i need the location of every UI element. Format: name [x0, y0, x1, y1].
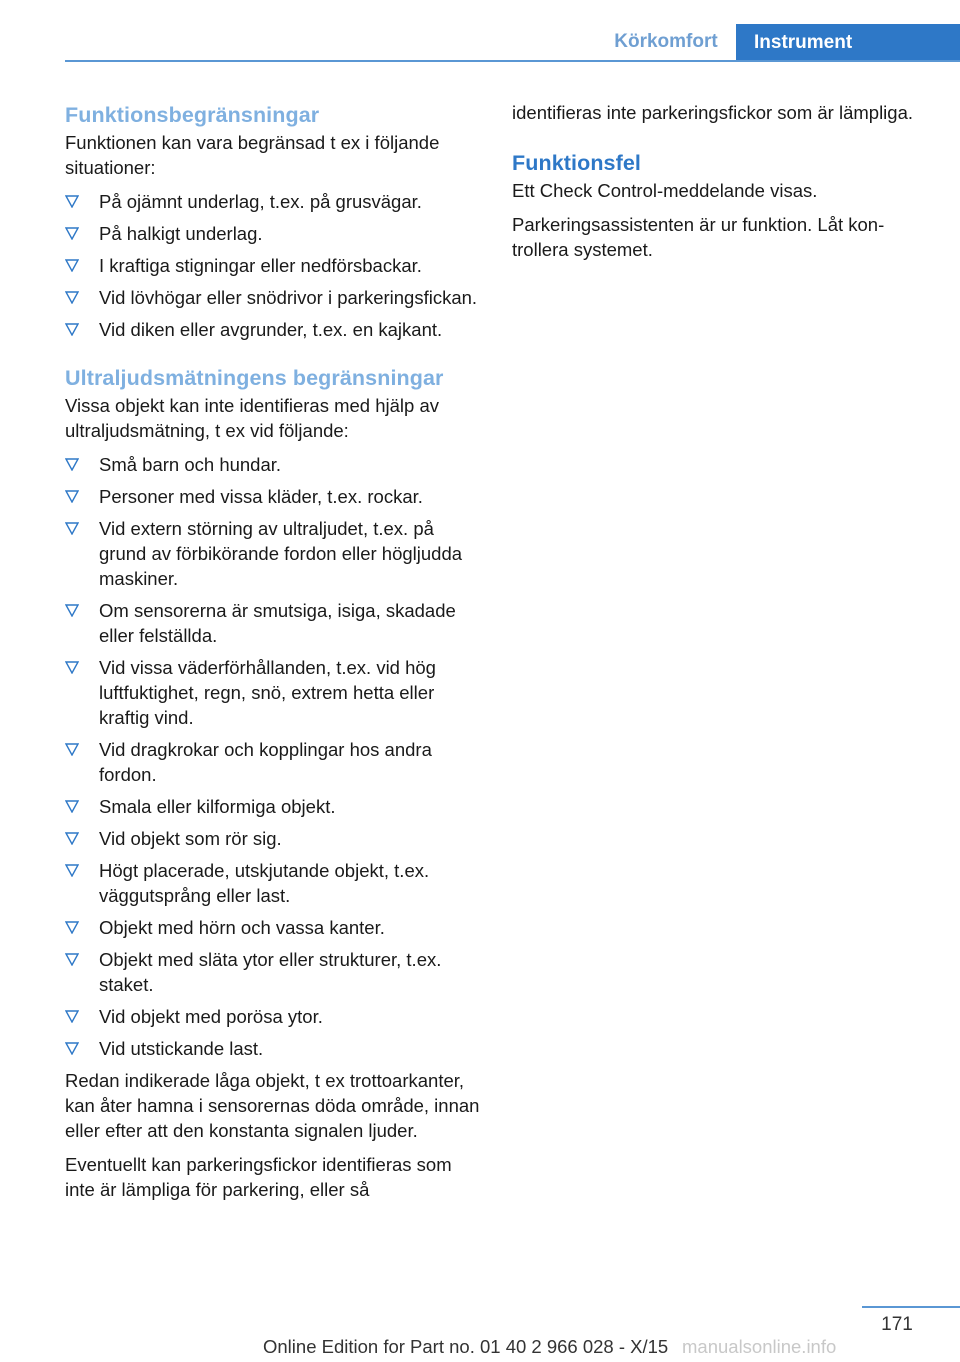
list-item-text: I kraftiga stigningar eller nedförsbackar.	[99, 255, 422, 276]
left-column	[65, 100, 480, 1211]
list-item-text: Vid extern störning av ultraljudet, t.ex. på grund av förbikörande fordon eller högljudda maskiner.	[99, 518, 463, 589]
list-item-text: Små barn och hundar.	[99, 454, 282, 475]
list-item	[65, 947, 480, 997]
triangle-bullet-icon	[65, 323, 79, 336]
triangle-bullet-icon	[65, 259, 79, 272]
list-item	[65, 452, 480, 477]
triangle-bullet-icon	[65, 800, 79, 813]
list-item	[65, 285, 480, 310]
list-item	[65, 253, 480, 278]
body-paragraph: Redan indikerade låga objekt, t ex trottoarkanter, kan åter hamna i sensorernas döda område, innan eller efter att den konstanta signalen ljuder.	[65, 1070, 480, 1141]
triangle-bullet-icon	[65, 953, 79, 966]
list-item	[65, 794, 480, 819]
triangle-bullet-icon	[65, 921, 79, 934]
list-item	[65, 655, 480, 730]
header-rule	[65, 60, 960, 62]
list-item-text: Personer med vissa kläder, t.ex. rockar.	[99, 486, 423, 507]
list-item-text: Högt placerade, utskjutande objekt, t.ex. väggutsprång eller last.	[99, 860, 430, 906]
list-item-text: Objekt med släta ytor eller strukturer, t.ex. staket.	[99, 949, 442, 995]
footer-rule	[862, 1306, 960, 1308]
triangle-bullet-icon	[65, 227, 79, 240]
list-item-text: Vid vissa väderförhållanden, t.ex. vid hög luftfuktighet, regn, snö, extrem hetta eller kraftig vind.	[99, 657, 436, 728]
tab-instrument[interactable]: Instrument	[736, 24, 960, 62]
list-item	[65, 317, 480, 342]
section-title-funktionsbegransningar: Funktionsbegränsningar	[65, 103, 320, 127]
list-item-text: På halkigt underlag.	[99, 223, 263, 244]
list-item-text: Vid objekt som rör sig.	[99, 828, 282, 849]
list-item	[65, 484, 480, 509]
body-paragraph: Ett Check Control-meddelande visas.	[512, 180, 818, 201]
body-paragraph: Parkeringsassistenten är ur funktion. Låt kontrollera systemet.	[512, 214, 885, 260]
triangle-bullet-icon	[65, 864, 79, 877]
list-item-text: Vid utstickande last.	[99, 1038, 264, 1059]
section-spacer	[512, 134, 922, 148]
triangle-bullet-icon	[65, 458, 79, 471]
triangle-bullet-icon	[65, 661, 79, 674]
list-item	[65, 189, 480, 214]
triangle-bullet-icon	[65, 195, 79, 208]
list-item	[65, 1036, 480, 1061]
list-item-text: På ojämnt underlag, t.ex. på grusvägar.	[99, 191, 422, 212]
list-item	[65, 737, 480, 787]
triangle-bullet-icon	[65, 490, 79, 503]
section-title-funktionsfel: Funktionsfel	[512, 151, 642, 175]
triangle-bullet-icon	[65, 1042, 79, 1055]
list-item-text: Vid dragkrokar och kopplingar hos andra fordon.	[99, 739, 432, 785]
section-spacer	[65, 349, 480, 363]
limitation-list	[65, 189, 480, 342]
object-list	[65, 452, 480, 1061]
list-item	[65, 1004, 480, 1029]
edition-text: Online Edition for Part no. 01 40 2 966 028 - X/15	[263, 1336, 669, 1357]
section-intro: Vissa objekt kan inte identifieras med hjälp av ultraljudsmätning, t ex vid följande:	[65, 395, 439, 441]
page-number: 171	[881, 1314, 913, 1335]
list-item	[65, 516, 480, 591]
page-header	[0, 0, 960, 62]
list-item-text: Vid objekt med porösa ytor.	[99, 1006, 323, 1027]
list-item-text: Om sensorerna är smutsiga, isiga, skadade eller felställda.	[99, 600, 456, 646]
triangle-bullet-icon	[65, 291, 79, 304]
continued-paragraph: identifieras inte parkeringsfickor som är lämpliga.	[512, 102, 914, 123]
list-item	[65, 598, 480, 648]
list-item	[65, 858, 480, 908]
list-item-text: Vid lövhögar eller snödrivor i parkeringsfickan.	[99, 287, 478, 308]
body-paragraph: Eventuellt kan parkeringsfickor identifieras som inte är lämpliga för parkering, eller så	[65, 1154, 452, 1200]
list-item-text: Objekt med hörn och vassa kanter.	[99, 917, 385, 938]
list-item	[65, 221, 480, 246]
triangle-bullet-icon	[65, 522, 79, 535]
triangle-bullet-icon	[65, 743, 79, 756]
section-title-ultraljud: Ultraljudsmätningens begränsningar	[65, 366, 444, 390]
list-item-text: Vid diken eller avgrunder, t.ex. en kajkant.	[99, 319, 443, 340]
section-intro: Funktionen kan vara begränsad t ex i följande situationer:	[65, 132, 440, 178]
tab-korkomfort[interactable]: Körkomfort	[614, 31, 718, 52]
list-item	[65, 915, 480, 940]
watermark: manualsonline.info	[682, 1336, 837, 1357]
triangle-bullet-icon	[65, 604, 79, 617]
triangle-bullet-icon	[65, 832, 79, 845]
list-item-text: Smala eller kilformiga objekt.	[99, 796, 336, 817]
triangle-bullet-icon	[65, 1010, 79, 1023]
list-item	[65, 826, 480, 851]
right-column	[512, 100, 922, 271]
